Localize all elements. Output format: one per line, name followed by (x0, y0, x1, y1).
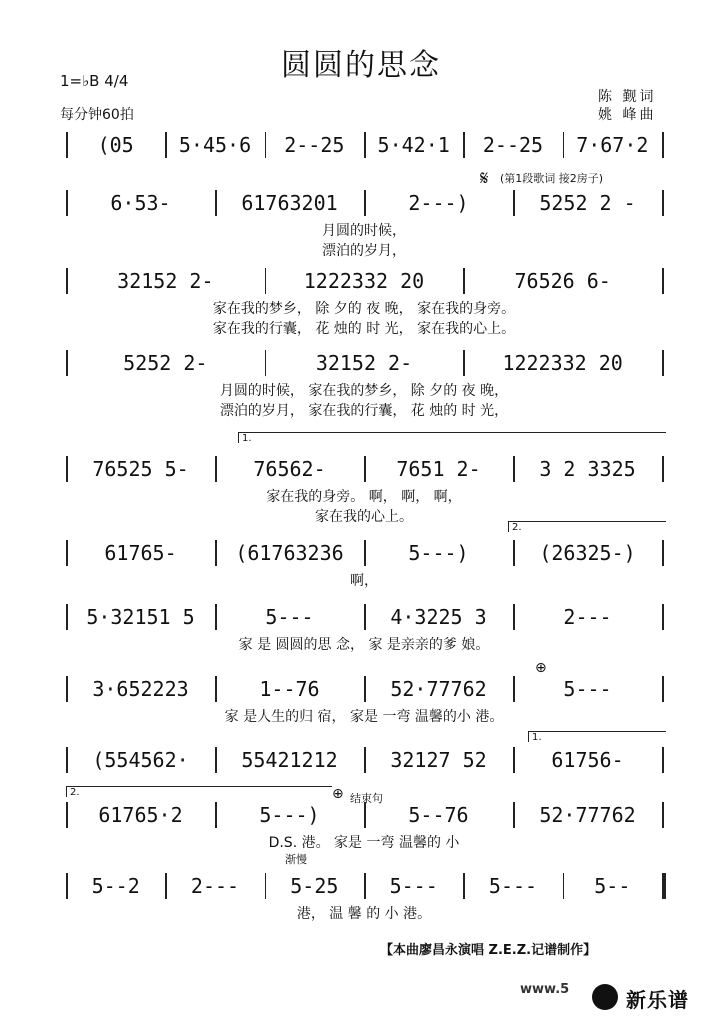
lyric-line: 港， 温 馨 的 小 港。 (296, 906, 432, 922)
bar-line (364, 747, 366, 773)
bar-line (215, 747, 217, 773)
measure: 2--- (563, 605, 612, 629)
bar-line (66, 350, 68, 376)
measure: (554562· (92, 748, 189, 772)
lyric-line: 家在我的梦乡， 除 夕的 夜 晚， 家在我的身旁。 (212, 301, 516, 317)
volta-bracket: 1. (238, 432, 666, 443)
measure: 52·77762 (390, 677, 487, 701)
lyric-line: 月圆的时候， 家在我的梦乡， 除 夕的 夜 晚， (219, 383, 509, 399)
lyric-line: D.S. 港。 家是 一弯 温馨的 小 (268, 835, 460, 851)
measure: 32127 52 (390, 748, 487, 772)
measure: 6·53- (110, 191, 171, 215)
bar-line (66, 802, 68, 828)
bar-line (662, 190, 664, 216)
measure: 61756- (551, 748, 624, 772)
bar-line (463, 873, 465, 899)
bar-line (662, 456, 664, 482)
lyric-line: 家在我的行囊， 花 烛的 时 光， 家在我的心上。 (212, 321, 516, 337)
bar-line (265, 132, 267, 158)
bar-line (165, 132, 167, 158)
measure: 61765- (104, 541, 177, 565)
measure: 7·67·2 (576, 133, 649, 157)
measure: 2---) (408, 191, 469, 215)
bar-line (513, 802, 515, 828)
logo-icon (592, 984, 618, 1010)
lyric-line: 啊， (350, 573, 378, 589)
measure: 5-25 (290, 874, 339, 898)
bar-line (165, 873, 167, 899)
lyric-line: 家 是 圆圆的思 念， 家 是亲亲的爹 娘。 (238, 637, 490, 653)
bar-line (66, 456, 68, 482)
bar-line (563, 873, 565, 899)
measure: 5·42·1 (377, 133, 450, 157)
bar-line (66, 747, 68, 773)
measure: 5---) (408, 541, 469, 565)
bar-line (463, 350, 465, 376)
bar-line (215, 604, 217, 630)
bar-line (662, 132, 664, 158)
measure: 76525 5- (92, 457, 189, 481)
lyric-line: 月圆的时候， (322, 223, 406, 239)
bar-line (513, 676, 515, 702)
footer-credit: 【本曲廖昌永演唱 Z.E.Z.记谱制作】 (380, 943, 597, 958)
measure: 5---) (259, 803, 320, 827)
bar-line (662, 540, 664, 566)
measure: 3 2 3325 (539, 457, 636, 481)
bar-line (265, 268, 267, 294)
measure: 1--76 (259, 677, 320, 701)
measure: 5--- (265, 605, 314, 629)
measure: 32152 2- (117, 269, 214, 293)
measure: 5--2 (91, 874, 140, 898)
bar-line (265, 873, 267, 899)
bar-line (66, 676, 68, 702)
bar-line (364, 873, 366, 899)
measure: 52·77762 (539, 803, 636, 827)
composer-credit: 姚 峰曲 (598, 107, 657, 123)
site-logo: 新乐谱 (626, 988, 689, 1012)
bar-line (215, 540, 217, 566)
bar-line (662, 747, 664, 773)
bar-line (215, 190, 217, 216)
measure: 5252 2 - (539, 191, 636, 215)
measure: 2--- (190, 874, 240, 898)
bar-line (662, 873, 666, 899)
measure: 5·32151 5 (86, 605, 195, 629)
measure: 1222332 20 (502, 351, 623, 375)
bar-line (463, 132, 465, 158)
bar-line (66, 190, 68, 216)
measure: 61763201 (241, 191, 338, 215)
bar-line (66, 873, 68, 899)
lyric-line: 家在我的身旁。 啊， 啊， 啊， (266, 489, 462, 505)
bar-line (364, 132, 366, 158)
bar-line (66, 268, 68, 294)
segno-icon: 𝄋 (480, 166, 489, 190)
measure: 76562- (253, 457, 326, 481)
measure: 7651 2- (396, 457, 481, 481)
bar-line (662, 802, 664, 828)
measure: 1222332 20 (303, 269, 425, 293)
lyric-line: 漂泊的岁月， (322, 243, 406, 259)
measure: 5--- (389, 874, 438, 898)
bar-line (364, 676, 366, 702)
bar-line (265, 350, 267, 376)
measure: 61765·2 (98, 803, 183, 827)
measure: 5--76 (408, 803, 469, 827)
bar-line (215, 456, 217, 482)
measure: 5-- (594, 874, 631, 898)
bar-line (513, 604, 515, 630)
coda-icon: ⊕ (332, 786, 344, 802)
bar-line (215, 802, 217, 828)
lyric-line: 漂泊的岁月， 家在我的行囊， 花 烛的 时 光， (219, 403, 509, 419)
bar-line (66, 132, 68, 158)
lyric-line: 家在我的心上。 (315, 509, 413, 525)
bar-line (215, 676, 217, 702)
bar-line (662, 268, 664, 294)
bar-line (662, 604, 664, 630)
measure: 4·3225 3 (390, 605, 487, 629)
bar-line (463, 268, 465, 294)
measure: 5--- (563, 677, 612, 701)
volta-bracket: 2. (508, 521, 666, 532)
bar-line (513, 456, 515, 482)
measure: 55421212 (241, 748, 338, 772)
bar-line (66, 604, 68, 630)
watermark-url: www.5 (520, 982, 570, 997)
lyricist-credit: 陈 觐词 (598, 89, 657, 105)
measure: 2--25 (482, 133, 544, 157)
bar-line (662, 350, 664, 376)
ritardando-mark: 渐慢 (285, 853, 307, 866)
bar-line (364, 604, 366, 630)
measure: (05 (97, 133, 134, 157)
measure: (61763236 (235, 541, 344, 565)
measure: 76526 6- (514, 269, 611, 293)
bar-line (364, 190, 366, 216)
tempo-marking: 每分钟60拍 (60, 107, 134, 123)
coda-icon: ⊕ (535, 660, 547, 676)
bar-line (364, 540, 366, 566)
bar-line (513, 190, 515, 216)
volta-bracket: 1. (528, 731, 666, 742)
bar-line (662, 676, 664, 702)
segno-note: (第1段歌词 接2房子) (500, 172, 604, 185)
song-title: 圆圆的思念 (281, 48, 441, 83)
measure: 5--- (488, 874, 538, 898)
bar-line (563, 132, 565, 158)
bar-line (364, 456, 366, 482)
measure: 5252 2- (123, 351, 208, 375)
volta-bracket: 2. (66, 786, 332, 797)
measure: 32152 2- (315, 351, 413, 375)
measure: 3·652223 (92, 677, 189, 701)
bar-line (513, 747, 515, 773)
bar-line (66, 540, 68, 566)
bar-line (513, 540, 515, 566)
measure: 2--25 (284, 133, 345, 157)
key-signature: 1=♭B 4/4 (60, 72, 129, 90)
measure: 5·45·6 (178, 133, 252, 157)
measure: (26325-) (539, 541, 636, 565)
coda-label: 结束句 (350, 792, 383, 805)
lyric-line: 家 是人生的归 宿， 家是 一弯 温馨的小 港。 (224, 709, 504, 725)
